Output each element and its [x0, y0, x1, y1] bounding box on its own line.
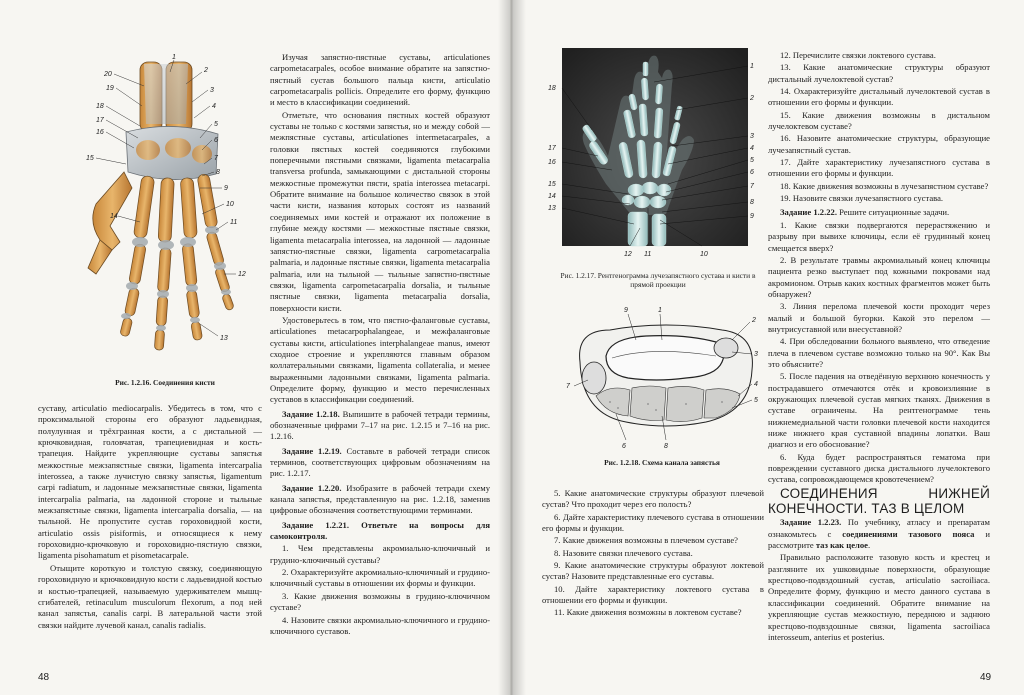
fig16-label-7: 7 — [214, 155, 218, 162]
fig18-label-1: 1 — [658, 307, 662, 314]
question-item: 9. Какие анатомические структуры образуют локтевой сустав? Назовите представленные его суставы. — [542, 560, 764, 582]
fig17-label-14: 14 — [548, 193, 556, 200]
fig18-label-9: 9 — [624, 307, 628, 314]
fig17-label-5: 5 — [750, 157, 754, 164]
page-number-right: 49 — [980, 672, 992, 683]
question-item: 10. Дайте характеристику локтевого сустава в отношении его формы и функции. — [542, 583, 764, 606]
fig16-label-9: 9 — [224, 185, 228, 192]
question-item: 7. Какие движения возможны в плечевом суставе? — [554, 535, 738, 546]
fig16-label-19: 19 — [106, 85, 114, 92]
page-number-left: 48 — [38, 672, 50, 683]
fig16-label-15: 15 — [86, 155, 94, 162]
figure-hand-joints — [82, 54, 262, 374]
fig18-label-4: 4 — [754, 381, 758, 388]
fig16-label-20: 20 — [104, 71, 112, 78]
figure-xray-hand — [536, 44, 776, 266]
question-item: 5. Какие анатомические структуры образуют плечевой сустав? Что проходит через его полость? — [542, 488, 764, 510]
task-1-2-20: Задание 1.2.20. Изобразите в рабочей тетради схему канала запястья, представленную на рис. 1.2.18, заменив цифровые обозначения соответствующими терминами. — [270, 482, 491, 516]
fig16-label-13: 13 — [220, 335, 228, 342]
fig18-label-6: 6 — [622, 443, 626, 450]
right-col-d — [768, 50, 990, 644]
fig17-label-11: 11 — [644, 251, 652, 258]
task-1-2-19: Задание 1.2.19. Составьте в рабочей тетради список терминов, соответствующих цифровым обозначениям на рис. 1.2.17. — [270, 445, 490, 479]
left-col-a — [38, 403, 262, 632]
fig16-label-14: 14 — [110, 213, 118, 220]
fig18-label-8: 8 — [664, 443, 668, 450]
fig17-label-16: 16 — [548, 159, 556, 166]
question-item: 18. Какие движения возможны в лучезапястном суставе? — [780, 180, 989, 191]
question-item: 6. Дайте характеристику плечевого сустава в отношении его формы и функции. — [542, 511, 764, 534]
task-1-2-21: Задание 1.2.21. Ответьте на вопросы для самоконтроля. — [270, 519, 490, 542]
right-page — [512, 0, 1024, 695]
fig16-label-12: 12 — [238, 271, 246, 278]
fig18-label-5: 5 — [754, 397, 758, 404]
question-item: 11. Какие движения возможны в локтевом суставе? — [554, 607, 742, 618]
question-item: 8. Назовите связки плечевого сустава. — [554, 547, 693, 558]
left-col-b — [270, 52, 490, 638]
question-item: 3. Какие движения возможны в грудино-ключичном суставе? — [270, 590, 490, 613]
fig18-label-3: 3 — [754, 351, 758, 358]
fig16-label-8: 8 — [216, 169, 220, 176]
fig17-label-7: 7 — [750, 183, 754, 190]
fig18-label-2: 2 — [752, 317, 756, 324]
paragraph: Изучая запястно-пястные суставы, articulationes carpometacarpales, особое внимание обратите на запястно-пястный сустав большого пальца кисти, articulatio carpometacarpalis pollicis. Определите его форму, функцию и место в классификации соединений. — [270, 52, 490, 108]
task-1-2-18: Задание 1.2.18. Выпишите в рабочей тетради термины, обозначенные цифрами 7–17 на рис. 1.2.15 и 7–16 на рис. 1.2.16. — [270, 408, 490, 442]
case-item: 6. Куда будет распространяться гематома при повреждении суставного диска дистального лучелоктевого сустава, сопровождающемся кровотечением? — [768, 451, 990, 485]
case-item: 3. Линия перелома плечевой кости проходит через малый и большой бугорки. Какой это перелом — внутрисуставной или внесуставной? — [768, 301, 990, 334]
question-item: 15. Какие движения возможны в дистальном лучелоктевом суставе? — [768, 109, 990, 132]
paragraph: Отметьте, что основания пястных костей образуют суставы не только с костями запястья, но и между собой — межпястные суставы, articulationes intermetacarpales, а головки пястных костей соединяются глубокими поперечными пястными связками, ligamenta metacarpalia transversa profunda, замыкающими с дистальной стороны межкостные промежутки пясти, spatia interossea metacarpi. Обратите внимание на большое количество связок в этой части кисти, названия которых состоят из названий соединяемых ими костей и отражают их положение в глубине между костями — межкостные пястные связки, ligamenta metacarpalia interossea, на ладонной — ладонные запястно-пястные связки, ligamenta carpometacarpalia palmaria, и ладонные пястные связки, ligamenta metacarpalia palmaria, или на тыльной — тыльные запястно-пястные связки, ligamenta carpometacarpalia dorsalia, и тыльные пястные связки, ligamenta metacarpalia dorsalia, поверхности кисти. — [270, 109, 490, 313]
question-item: 1. Чем представлены акромиально-ключичный и грудино-ключичный суставы? — [270, 543, 490, 565]
fig17-label-9: 9 — [750, 213, 754, 220]
question-item: 17. Дайте характеристику лучезапястного сустава в отношении его формы и функции. — [768, 157, 990, 179]
right-col-c — [542, 488, 764, 620]
fig16-label-4: 4 — [212, 103, 216, 110]
fig17-label-2: 2 — [750, 95, 754, 102]
case-item: 4. При обследовании больного выявлено, что отведение плеча в плечевом суставе возможно только на 90°. Как Вы это объясните? — [768, 336, 990, 369]
fig16-label-10: 10 — [226, 201, 234, 208]
question-item: 12. Перечислите связки локтевого сустава. — [780, 50, 936, 60]
fig17-label-12: 12 — [624, 251, 632, 258]
fig17-label-4: 4 — [750, 145, 754, 152]
section-heading: СОЕДИНЕНИЯ НИЖНЕЙ КОНЕЧНОСТИ. ТАЗ В ЦЕЛОМ — [768, 485, 990, 516]
fig18-label-7: 7 — [566, 383, 570, 390]
fig16-label-6: 6 — [214, 137, 218, 144]
left-page — [0, 0, 510, 695]
question-item: 13. Какие анатомические структуры образуют дистальный лучелоктевой сустав? — [768, 62, 990, 84]
fig16-label-1: 1 — [172, 54, 176, 61]
fig17-label-1: 1 — [750, 63, 754, 70]
fig17-label-15: 15 — [548, 181, 556, 188]
figure-carpal-canal — [566, 300, 766, 450]
fig16-label-3: 3 — [210, 87, 214, 94]
case-item: 1. Какие связки подвергаются перерастяжению и разрыву при вывихе ключицы, если её грудинный конец смещается вверх? — [768, 219, 990, 253]
task-1-2-23: Задание 1.2.23. По учебнику, атласу и препаратам ознакомьтесь с соединениями тазового пояса и рассмотрите таз как целое. — [768, 517, 990, 551]
fig17-label-8: 8 — [750, 199, 754, 206]
case-item: 5. После падения на отведённую верхнюю конечность у пострадавшего отмечаются отёк и кровоизлияние в окружающих плечевой сустав мягких тканях. Движения в суставе ограничены. На рентгенограмме тень нижнемедиальной части головки плечевой кости находится ниже нижнего края суставной впадины лопатки. Ваш диагноз и его обоснование? — [768, 371, 990, 450]
fig16-label-11: 11 — [230, 219, 238, 226]
task-1-2-22: Задание 1.2.22. Решите ситуационные задачи. — [780, 207, 950, 218]
question-item: 4. Назовите связки акромиально-ключичного и грудино-ключичного суставов. — [270, 614, 490, 636]
fig16-label-5: 5 — [214, 121, 218, 128]
fig17-label-17: 17 — [548, 145, 556, 152]
fig16-label-2: 2 — [204, 67, 208, 74]
figure-1-2-17-caption: Рис. 1.2.17. Рентгенограмма лучезапястного сустава и кисти в прямой проекции — [560, 271, 756, 289]
fig17-label-3: 3 — [750, 133, 754, 140]
fig17-label-6: 6 — [750, 169, 754, 176]
case-item: 2. В результате травмы акромиальный конец ключицы пациента резко выступает под кожными покровами над акромионом. Отрыв каких костных фрагментов может быть обнаружен? — [768, 254, 990, 299]
fig16-label-16: 16 — [96, 129, 104, 136]
paragraph: Удостоверьтесь в том, что пястно-фаланговые суставы, articulationes metacarpophalangeae, и межфаланговые суставы кисти, articulationes interphalangeae manus, имеют сходное строение и укрепляются главным образом коллатеральными связками, ligamenta collateralia, и менее выраженными ладонными связками, ligamenta palmaria. Определите форму, функцию и место перечисленных суставов в классификации соединений. — [270, 314, 490, 405]
fig16-label-18: 18 — [96, 103, 104, 110]
fig16-label-17: 17 — [96, 117, 104, 124]
question-item: 16. Назовите анатомические структуры, образующие лучезапястный сустав. — [768, 133, 990, 155]
fig17-label-13: 13 — [548, 205, 556, 212]
fig17-label-18: 18 — [548, 85, 556, 92]
question-item: 14. Охарактеризуйте дистальный лучелоктевой сустав в отношении его формы и функции. — [768, 86, 990, 108]
figure-1-2-16-caption: Рис. 1.2.16. Соединения кисти — [115, 378, 215, 387]
question-item: 19. Назовите связки лучезапястного сустава. — [780, 193, 944, 204]
fig17-label-10: 10 — [700, 251, 708, 258]
paragraph: Правильно расположите тазовую кость и крестец и разгляните их ушковидные поверхности, образующие крестцово-подвздошный сустав, articulatio sacroiliaca. Определите форму, функцию и место данного сустава в классификации соединений. Обратите внимание на укрепляющие сустав межкостную, переднюю и заднюю крестцово-подвздошные связки, ligamenta sacroiliaca interosseum, anterius et posterius. — [768, 552, 990, 642]
question-item: 2. Охарактеризуйте акромиально-ключичный и грудино-ключичный суставы в отношении их формы и функции. — [270, 567, 490, 589]
paragraph: суставу, articulatio mediocarpalis. Убедитесь в том, что с проксимальной стороны его образуют ладьевидная, полулунная и трёхгранная кости, а с дистальной — крючковидная, головчатая, трапециевидная и кость-трапеция. Найдите укрепляющие суставы запястья межкостные межзапястные связки, ligamenta intercarpalia interossea, а также лучистую связку запястья, ligamentum carpi radiatum, и ладонные межзапястные связки, ligamenta intercarpalia palmaria, на ладонной стороне и тыльные межзапястные связки, ligamenta intercarpalia dorsalia, — на тыльной. Не пропустите сустав гороховидной кости, articulatio ossis pisiformis, и относящиеся к нему гороховидно-крючковую и гороховидно-пястную связки, ligamenta pisohamatum et pisometacarpale. — [38, 403, 262, 561]
figure-1-2-18-caption: Рис. 1.2.18. Схема канала запястья — [604, 458, 720, 467]
paragraph: Отыщите короткую и толстую связку, соединяющую гороховидную и крючковидную кости с ладьевидной костью и костью-трапецией, называемую удерживателем мышц-сгибателей, retinaculum musculorum flexorum, а под ней канал запястья, canalis carpi. В латеральной части этой связки найдите лучевой канал, canalis radialis. — [38, 562, 262, 630]
